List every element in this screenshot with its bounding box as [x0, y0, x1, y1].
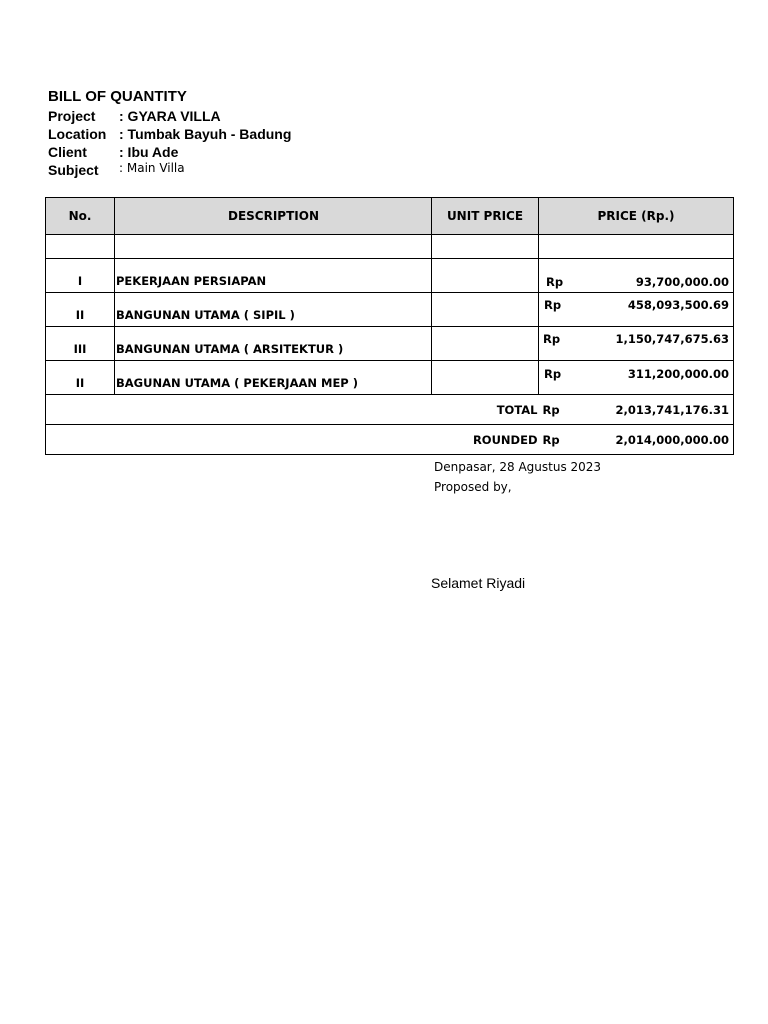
signer-name: Selamet Riyadi — [431, 575, 526, 591]
subject-value: : Main Villa — [119, 161, 185, 175]
spacer-cell — [539, 235, 734, 259]
total-row — [46, 395, 734, 425]
location-label: Location — [48, 126, 107, 142]
row-amount: 458,093,500.69 — [627, 298, 729, 312]
row-currency: Rp — [544, 367, 562, 381]
row-currency: Rp — [543, 332, 561, 346]
row-unit-price — [432, 293, 539, 327]
project-row — [48, 108, 221, 124]
row-price — [539, 327, 734, 361]
row-amount: 1,150,747,675.63 — [615, 332, 729, 346]
spacer-cell — [46, 235, 115, 259]
row-unit-price — [432, 361, 539, 395]
spacer-cell — [432, 235, 539, 259]
total-currency: Rp — [542, 403, 560, 417]
total-price — [539, 395, 734, 425]
total-label: TOTAL — [46, 395, 539, 425]
row-description: BAGUNAN UTAMA ( PEKERJAAN MEP ) — [115, 361, 432, 395]
client-label: Client — [48, 144, 87, 160]
row-description: BANGUNAN UTAMA ( SIPIL ) — [115, 293, 432, 327]
client-value: : Ibu Ade — [119, 144, 179, 160]
row-price — [539, 361, 734, 395]
header-price: PRICE (Rp.) — [539, 198, 734, 235]
spacer-cell — [115, 235, 432, 259]
spacer-row — [46, 235, 734, 259]
row-currency: Rp — [544, 298, 562, 312]
table-row — [46, 361, 734, 395]
header-unit-price: UNIT PRICE — [432, 198, 539, 235]
location-value: : Tumbak Bayuh - Badung — [119, 126, 292, 142]
row-no: II — [46, 293, 115, 327]
row-price — [539, 293, 734, 327]
row-no: III — [46, 327, 115, 361]
place-date: Denpasar, 28 Agustus 2023 — [434, 460, 602, 474]
row-description: PEKERJAAN PERSIAPAN — [115, 259, 432, 293]
location-row — [48, 126, 291, 142]
rounded-currency: Rp — [542, 433, 560, 447]
row-amount: 93,700,000.00 — [635, 275, 729, 289]
rounded-row — [46, 425, 734, 455]
row-no: II — [46, 361, 115, 395]
row-amount: 311,200,000.00 — [627, 367, 729, 381]
rounded-amount: 2,014,000,000.00 — [615, 433, 729, 447]
client-row — [48, 144, 178, 160]
header-description: DESCRIPTION — [115, 198, 432, 235]
rounded-price — [539, 425, 734, 455]
row-price — [539, 259, 734, 293]
table-row — [46, 327, 734, 361]
table-row — [46, 259, 734, 293]
boq-table — [45, 197, 734, 455]
row-description: BANGUNAN UTAMA ( ARSITEKTUR ) — [115, 327, 432, 361]
header-no: No. — [46, 198, 115, 235]
project-label: Project — [48, 108, 96, 124]
project-value: : GYARA VILLA — [119, 108, 221, 124]
table-header-row — [46, 198, 734, 235]
row-no: I — [46, 259, 115, 293]
row-currency: Rp — [546, 275, 564, 289]
subject-row — [48, 162, 185, 178]
row-unit-price — [432, 259, 539, 293]
row-unit-price — [432, 327, 539, 361]
table-row — [46, 293, 734, 327]
total-amount: 2,013,741,176.31 — [615, 403, 729, 417]
subject-label: Subject — [48, 162, 99, 178]
proposed-by: Proposed by, — [434, 480, 512, 494]
document-title: BILL OF QUANTITY — [48, 88, 187, 105]
rounded-label: ROUNDED — [46, 425, 539, 455]
